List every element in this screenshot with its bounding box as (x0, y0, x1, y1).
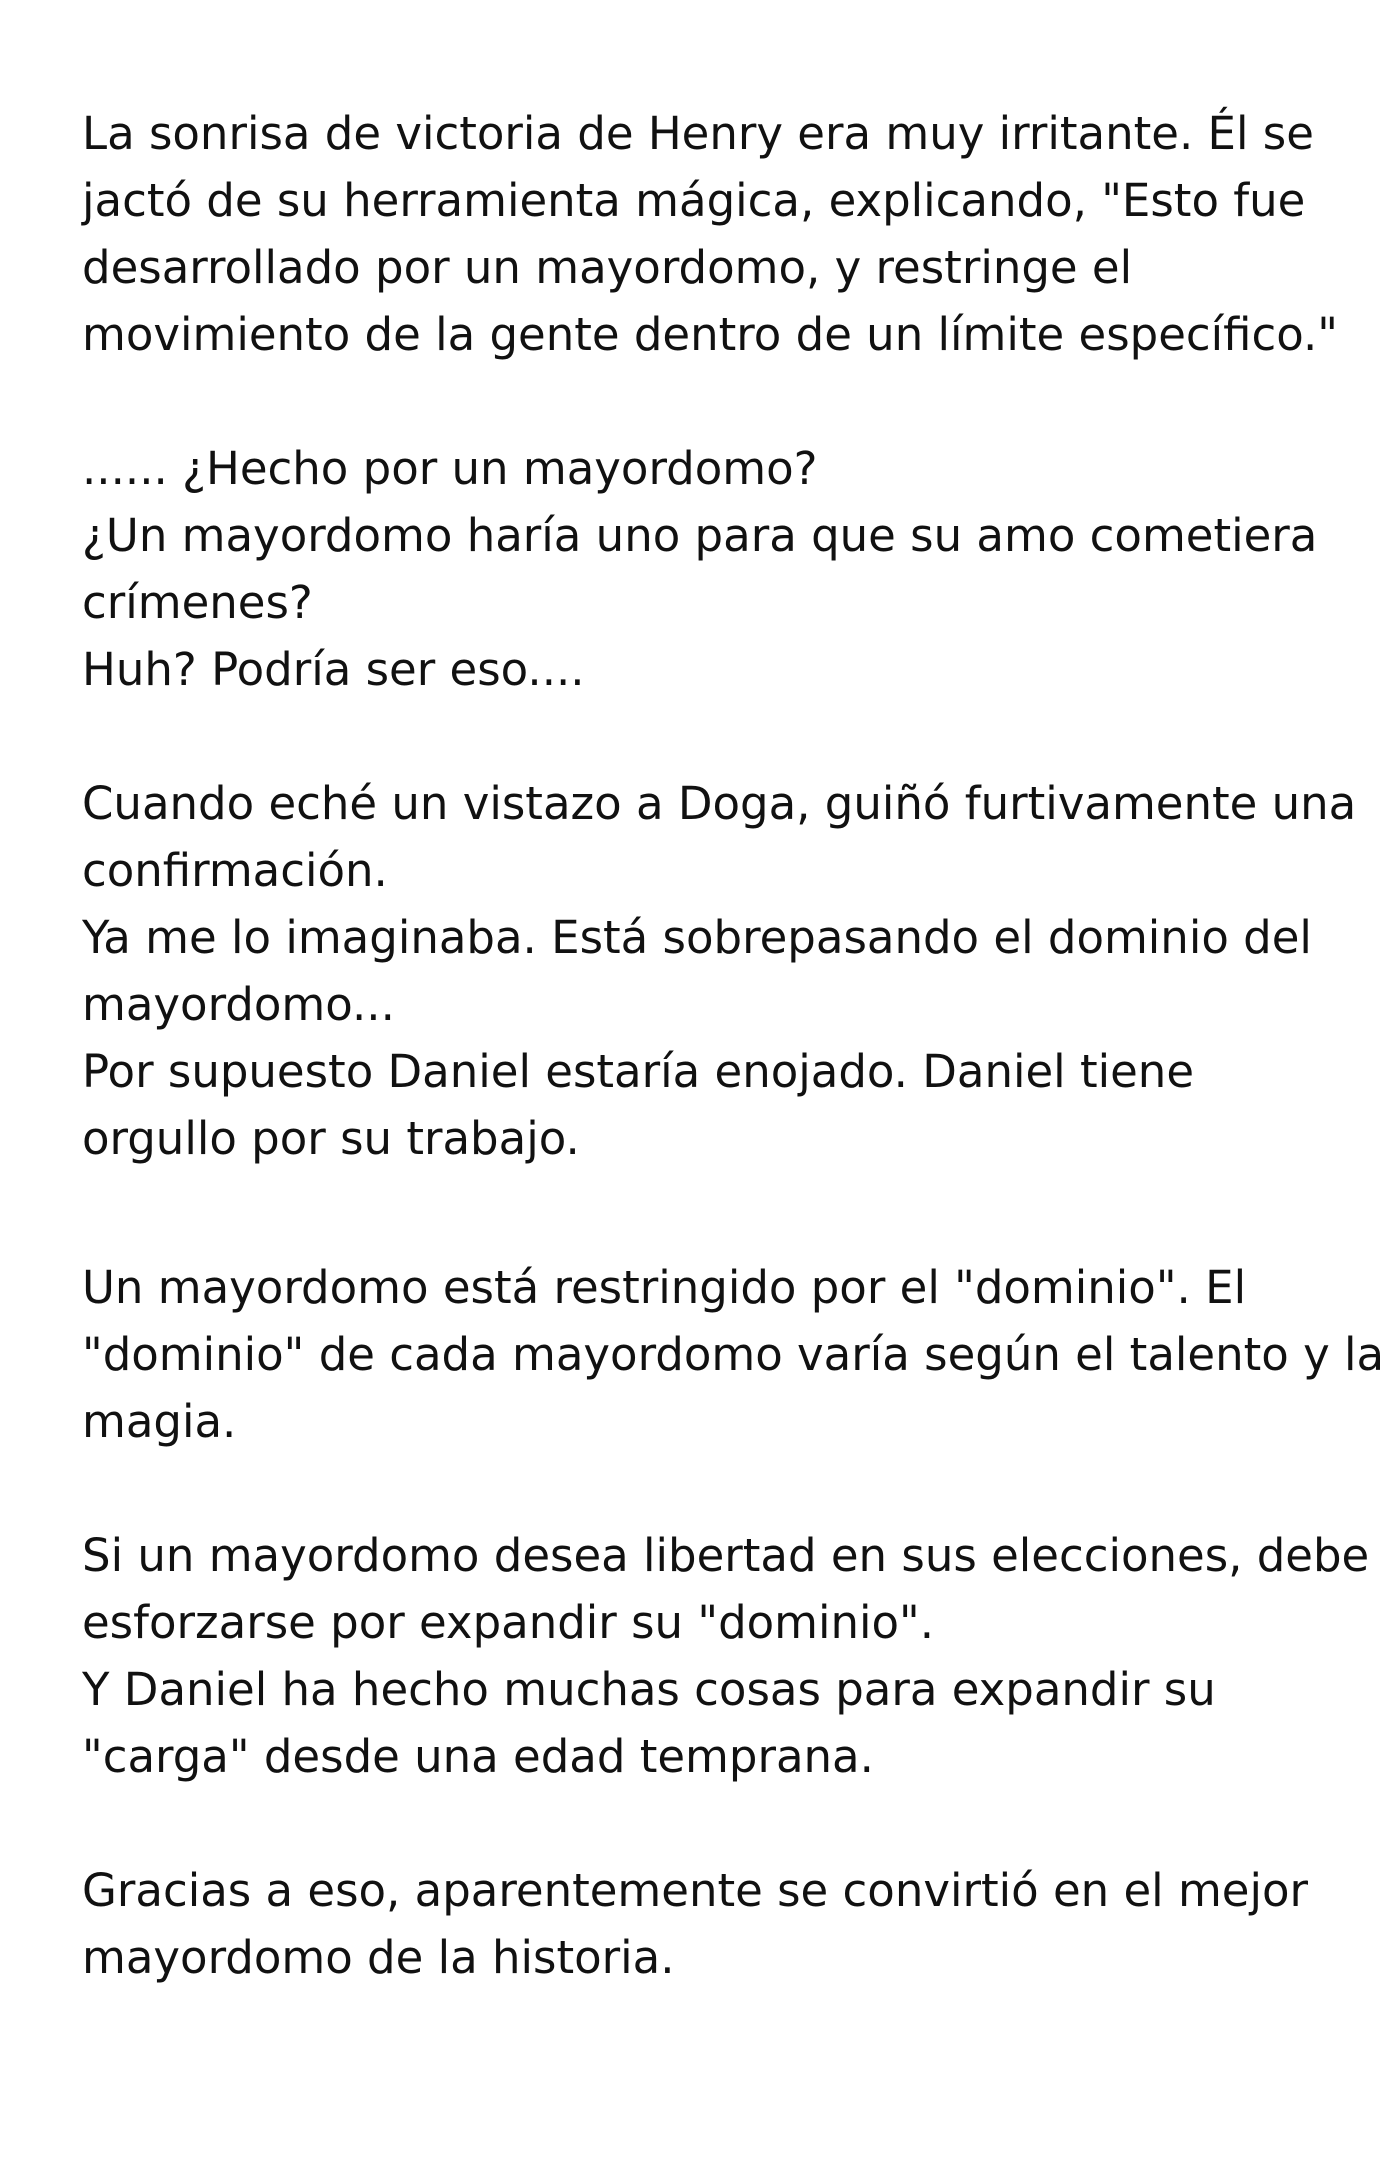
text-block (82, 100, 1385, 2058)
text-line: crímenes? (82, 576, 313, 629)
text-line: ¿Un mayordomo haría uno para que su amo cometiera (82, 509, 1318, 562)
text-line: "carga" desde una edad temprana. (82, 1730, 874, 1783)
text-line: movimiento de la gente dentro de un límite específico." (82, 308, 1338, 361)
paragraph-3 (82, 770, 1357, 1172)
paragraph-4 (82, 1254, 1385, 1455)
text-line: magia. (82, 1395, 237, 1448)
text-line: La sonrisa de victoria de Henry era muy irritante. Él se (82, 107, 1314, 160)
text-line: "dominio" de cada mayordomo varía según el talento y la (82, 1328, 1385, 1381)
text-line: jactó de su herramienta mágica, explicando, "Esto fue (82, 174, 1306, 227)
text-line: Un mayordomo está restringido por el "dominio". El (82, 1261, 1247, 1314)
text-line: orgullo por su trabajo. (82, 1112, 580, 1165)
text-line: Ya me lo imaginaba. Está sobrepasando el dominio del (82, 911, 1312, 964)
paragraph-6 (82, 1857, 1342, 1991)
text-line: desarrollado por un mayordomo, y restringe el (82, 241, 1133, 294)
text-line: mayordomo de la historia. (82, 1931, 675, 1984)
text-line: Gracias a eso, aparentemente se convirtió en el mejor (82, 1864, 1309, 1917)
paragraph-5 (82, 1522, 1370, 1790)
text-line: Si un mayordomo desea libertad en sus elecciones, debe (82, 1529, 1370, 1582)
text-line: Cuando eché un vistazo a Doga, guiñó furtivamente una (82, 777, 1357, 830)
text-line: Huh? Podría ser eso.... (82, 643, 585, 696)
paragraph-1 (82, 100, 1342, 368)
paragraph-2 (82, 435, 1342, 703)
text-line: mayordomo... (82, 978, 395, 1031)
text-line: esforzarse por expandir su "dominio". (82, 1596, 935, 1649)
text-line: Por supuesto Daniel estaría enojado. Daniel tiene (82, 1045, 1195, 1098)
text-line: confirmación. (82, 844, 388, 897)
text-line: ...... ¿Hecho por un mayordomo? (82, 442, 818, 495)
text-line: Y Daniel ha hecho muchas cosas para expandir su (82, 1663, 1216, 1716)
